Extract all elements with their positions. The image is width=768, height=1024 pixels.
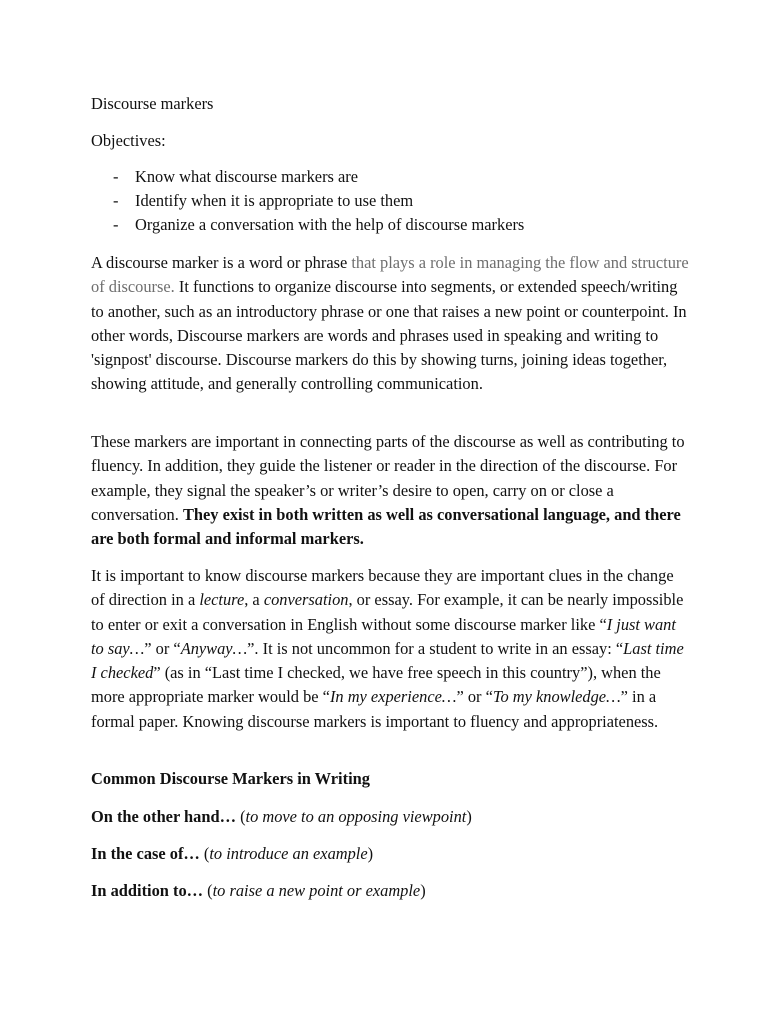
- paragraph-text: ” (as in “Last time I checked, we have free speech in this country”), when the more appropriate marker would be “: [91, 663, 661, 707]
- paren-close: ): [466, 807, 472, 826]
- objectives-heading: Objectives:: [91, 131, 166, 150]
- list-item-text: Know what discourse markers are: [135, 167, 359, 186]
- paragraph-text: A discourse marker is a word or phrase: [91, 253, 352, 272]
- marker-entry: [91, 806, 472, 828]
- italic-term: I just want to say…: [91, 614, 676, 658]
- italic-term: In my experience…: [329, 687, 457, 707]
- highlighted-definition: that plays a role in managing the flow and structure of discourse.: [91, 253, 689, 297]
- marker-phrase: On the other hand…: [91, 807, 236, 826]
- list-item: [91, 214, 524, 238]
- paragraph-text: ” or “: [144, 638, 181, 658]
- paren-close: ): [420, 881, 426, 900]
- paragraph-text: ” in a formal paper. Knowing discourse markers is important to fluency and appropriateness.: [91, 687, 659, 731]
- marker-usage: to move to an opposing viewpoint: [245, 807, 467, 826]
- objectives-list: [91, 166, 524, 238]
- paragraph-text: It functions to organize discourse into segments, or extended speech/writing to another, such as an introductory phrase or one that raises a new point or counterpoint. In other words, Discourse markers are words and phrases used in speaking and writing to 'signpost' discourse. Discourse markers do this by showing turns, joining ideas together, showing attitude, and generally controlling communication.: [91, 277, 687, 394]
- marker-entry: [91, 880, 426, 902]
- list-item-text: Organize a conversation with the help of discourse markers: [135, 215, 525, 234]
- marker-phrase: In the case of…: [91, 844, 200, 863]
- section-heading: Common Discourse Markers in Writing: [91, 769, 370, 788]
- list-item-text: Identify when it is appropriate to use them: [135, 191, 414, 210]
- italic-term: Last time I checked: [91, 638, 684, 683]
- paren-open: (: [235, 807, 246, 826]
- paren-open: (: [199, 844, 210, 863]
- paragraph-text: ”. It is not uncommon for a student to write in an essay: “: [247, 638, 624, 658]
- importance-paragraph: [91, 430, 691, 551]
- paragraph-text: These markers are important in connecting parts of the discourse as well as contributing to fluency. In addition, they guide the listener or reader in the direction of the discourse. For example, they signal the speaker’s or writer’s desire to open, carry on or close a conversation.: [91, 432, 685, 524]
- usage-paragraph: [91, 564, 691, 734]
- paragraph-text: , a: [244, 590, 264, 610]
- paragraph-text: , or essay. For example, it can be nearly impossible to enter or exit a conversation in English without some discourse marker like “: [91, 590, 684, 634]
- bold-statement: They exist in both written as well as conversational language, and there are both formal and informal markers.: [91, 504, 681, 549]
- paren-close: ): [367, 844, 374, 863]
- list-item: [91, 166, 524, 190]
- marker-usage: to raise a new point or example: [212, 881, 421, 900]
- paragraph-text: ” or “: [456, 687, 493, 707]
- list-dash: -: [113, 215, 119, 234]
- list-dash: -: [113, 191, 119, 210]
- document-title: Discourse markers: [91, 94, 214, 113]
- marker-phrase: In addition to…: [91, 881, 204, 900]
- definition-paragraph: [91, 251, 691, 397]
- paren-open: (: [203, 881, 213, 900]
- marker-entry: [91, 843, 373, 865]
- marker-usage: to introduce an example: [209, 844, 368, 863]
- italic-term: Anyway…: [180, 638, 248, 658]
- italic-term: conversation: [263, 590, 349, 610]
- list-item: [91, 190, 524, 214]
- italic-term: lecture: [199, 590, 245, 610]
- list-dash: -: [113, 167, 119, 186]
- paragraph-text: It is important to know discourse markers because they are important clues in the change of direction in a: [91, 566, 674, 610]
- italic-term: To my knowledge…: [492, 687, 621, 707]
